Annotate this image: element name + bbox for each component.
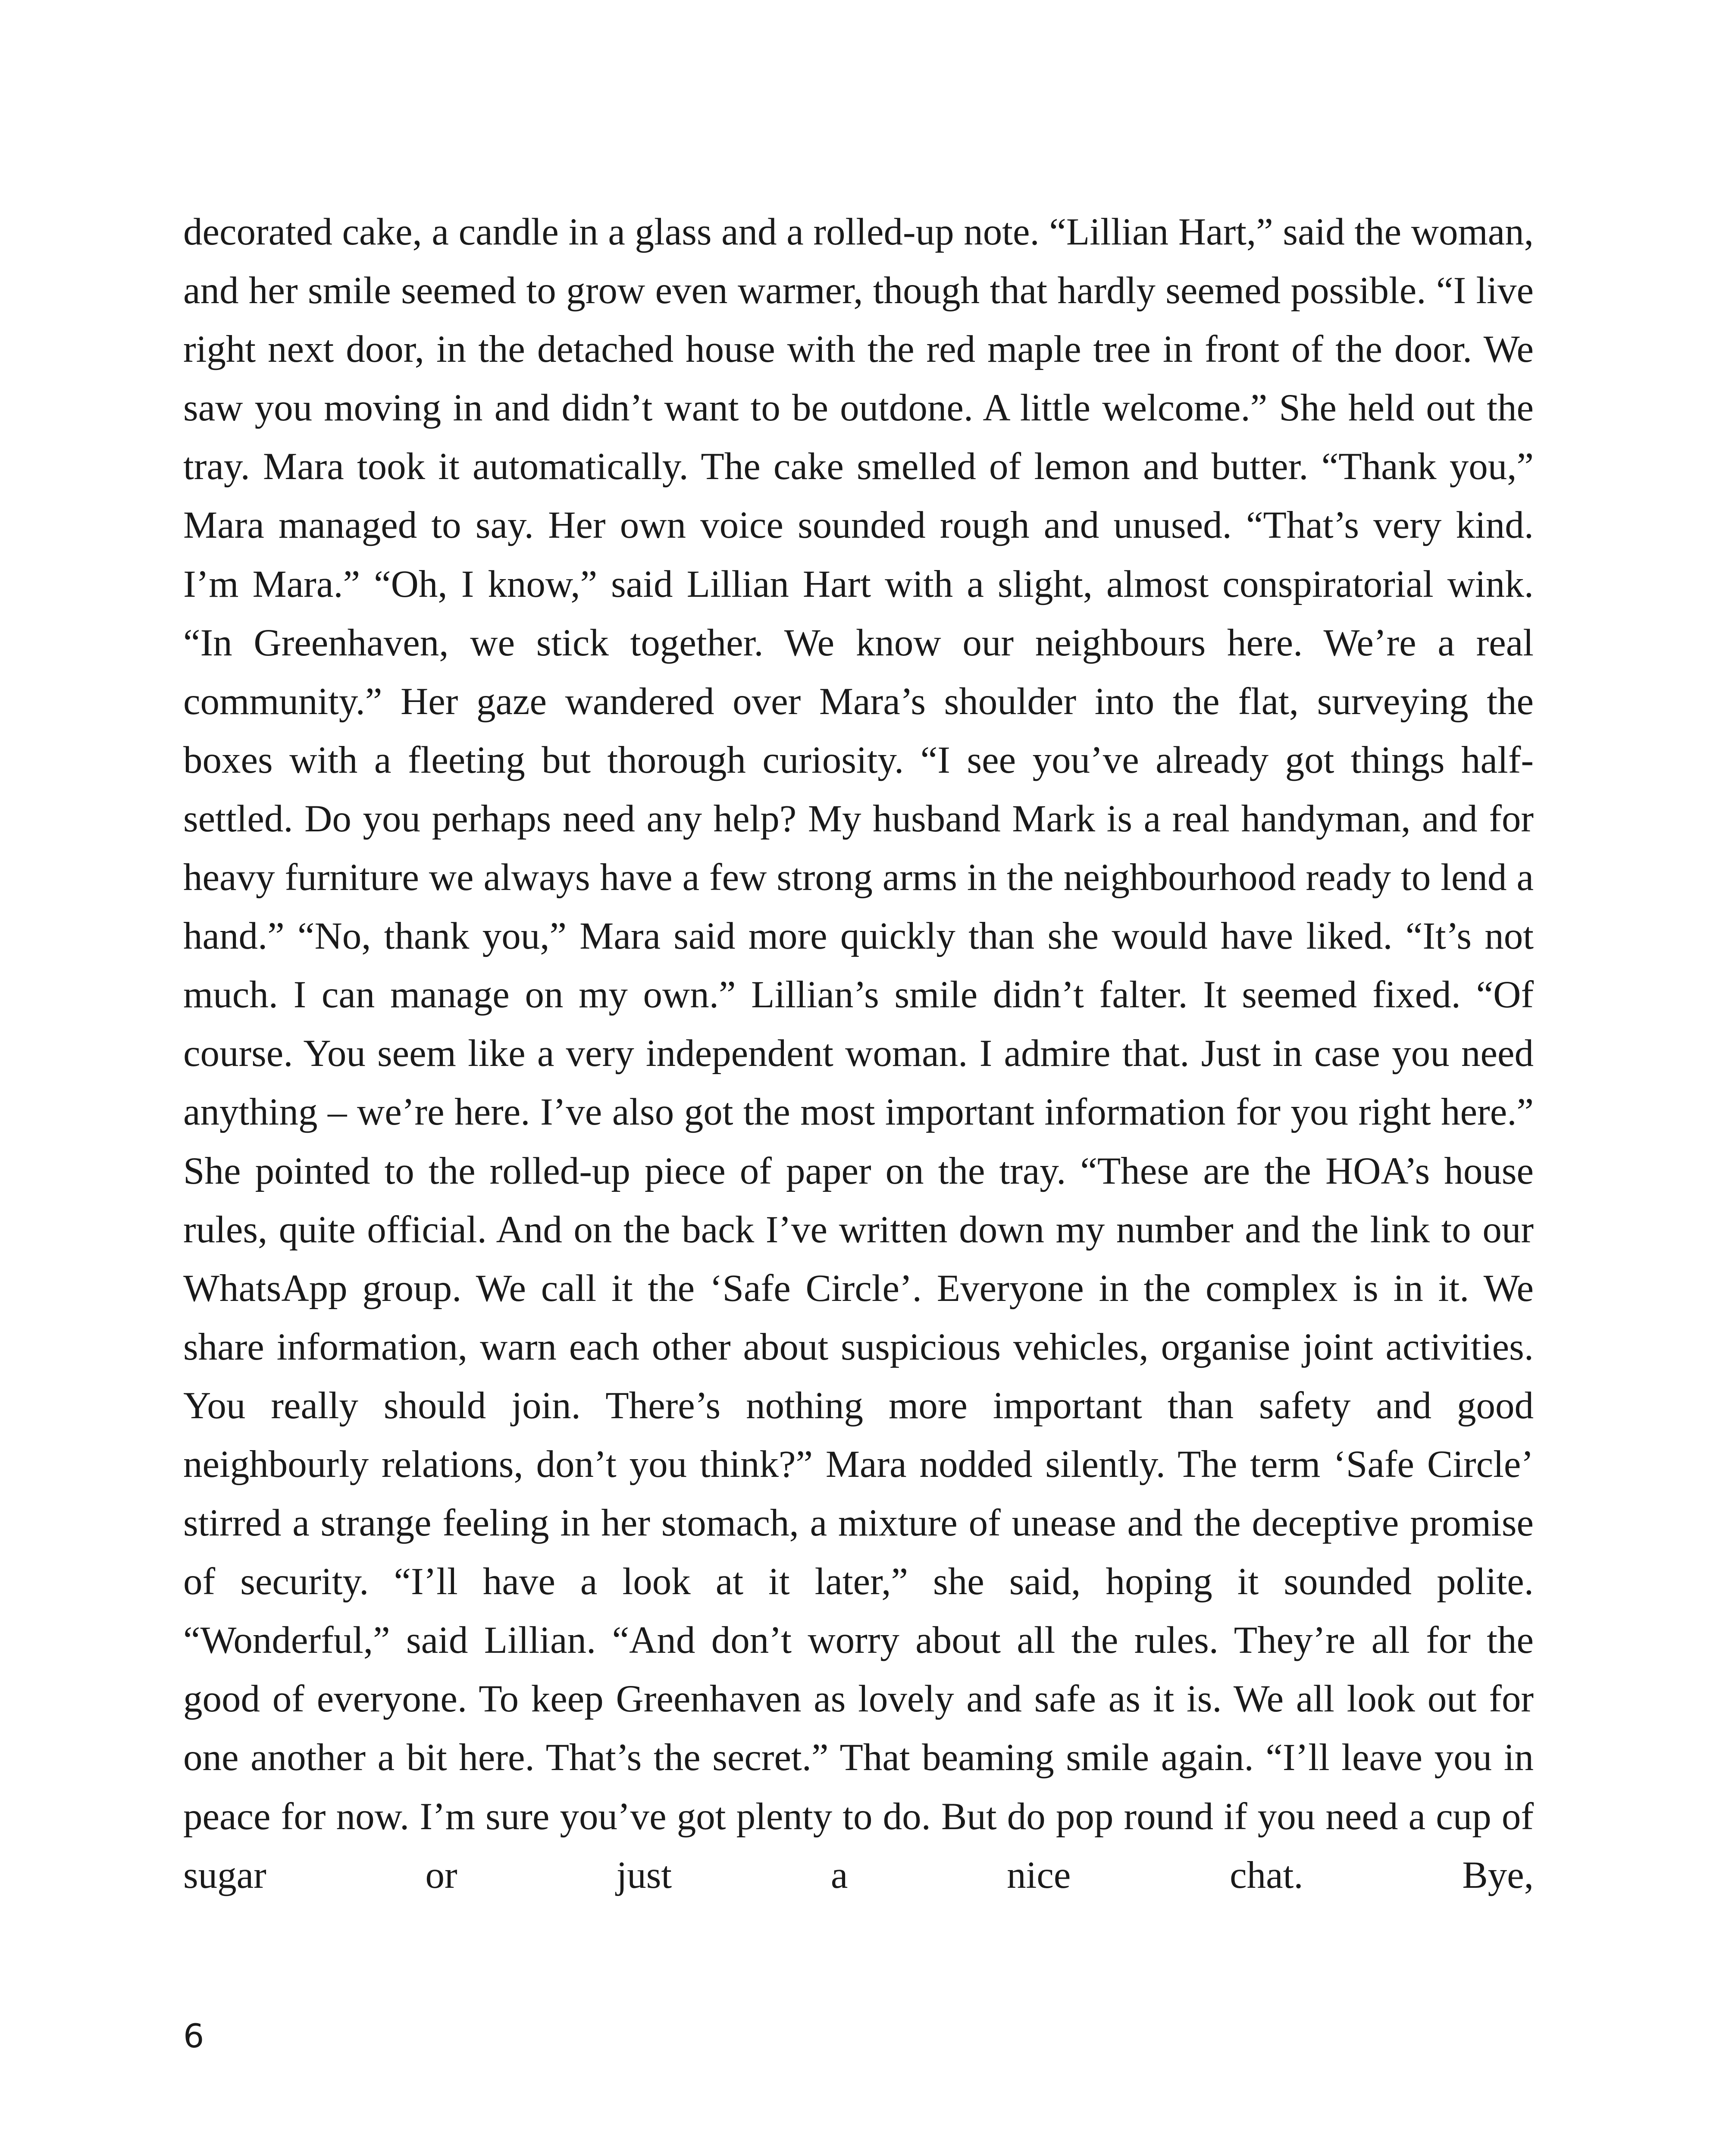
page-number: 6 bbox=[183, 2017, 204, 2055]
body-text: decorated cake, a candle in a glass and a rolled-up note. “Lillian Hart,” said the woman, and her smile seemed to grow even warmer, though that hardly seemed possible. “I live right next door, in the detached house with the red maple tree in front of the door. We saw you moving in and didn’t want to be outdone. A little welcome.” She held out the tray. Mara took it automatically. The cake smelled of lemon and butter. “Thank you,” Mara managed to say. Her own voice sounded rough and unused. “That’s very kind. I’m Mara.” “Oh, I know,” said Lillian Hart with a slight, almost conspiratorial wink. “In Greenhaven, we stick together. We know our neighbours here. We’re a real community.” Her gaze wandered over Mara’s shoulder into the flat, surveying the boxes with a fleeting but thorough curiosity. “I see you’ve already got things half-settled. Do you perhaps need any help? My husband Mark is a real handyman, and for heavy furniture we always have a few strong arms in the neighbourhood ready to lend a hand.” “No, thank you,” Mara said more quickly than she would have liked. “It’s not much. I can manage on my own.” Lillian’s smile didn’t falter. It seemed fixed. “Of course. You seem like a very independent woman. I admire that. Just in case you need anything – we’re here. I’ve also got the most important information for you right here.” She pointed to the rolled-up piece of paper on the tray. “These are the HOA’s house rules, quite official. And on the back I’ve written down my number and the link to our WhatsApp group. We call it the ‘Safe Circle’. Everyone in the complex is in it. We share information, warn each other about suspicious vehicles, organise joint activities. You really should join. There’s nothing more important than safety and good neighbourly relations, don’t you think?” Mara nodded silently. The term ‘Safe Circle’ stirred a strange feeling in her stomach, a mixture of unease and the deceptive promise of security. “I’ll have a look at it later,” she said, hoping it sounded polite. “Wonderful,” said Lillian. “And don’t worry about all the rules. They’re all for the good of everyone. To keep Greenhaven as lovely and safe as it is. We all look out for one another a bit here. That’s the secret.” That beaming smile again. “I’ll leave you in peace for now. I’m sure you’ve got plenty to do. But do pop round if you need a cup of sugar or just a nice chat. Bye, bbox=[183, 211, 1534, 1896]
